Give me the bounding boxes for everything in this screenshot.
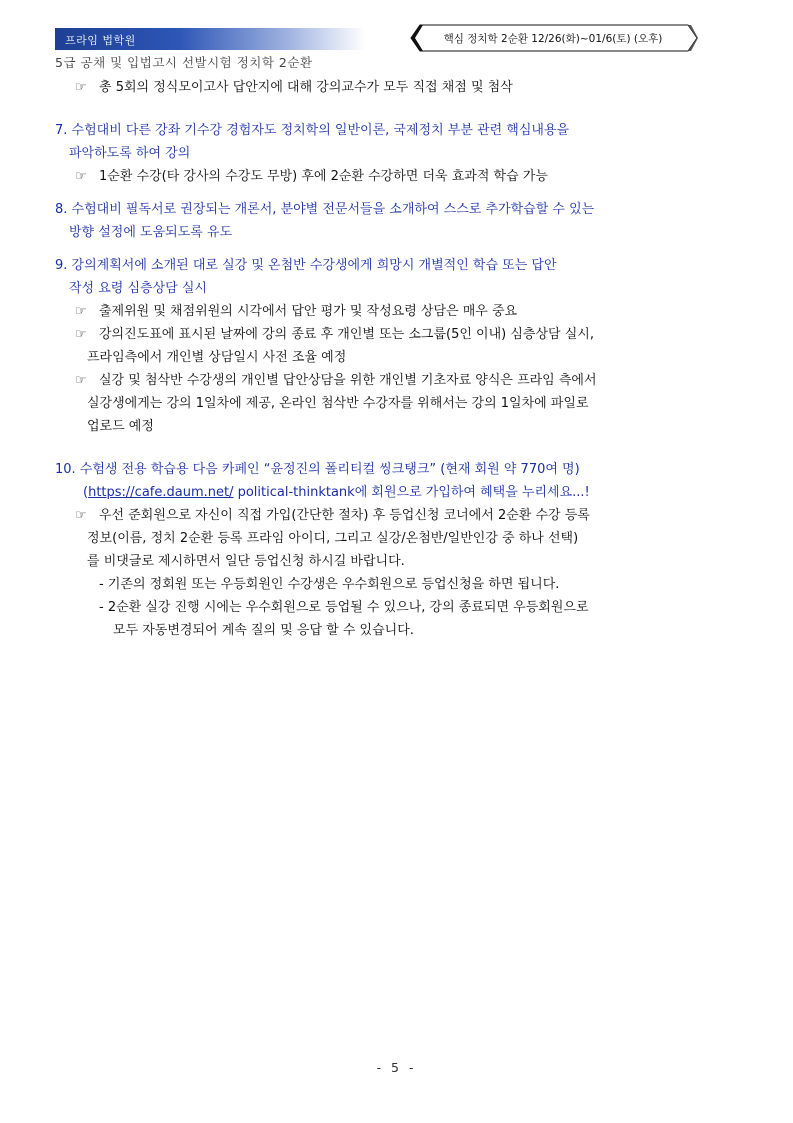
intro-bullet: ☞ 총 5회의 정식모이고사 답안지에 대해 강의교수가 모두 직접 채점 및 첨삭 bbox=[55, 76, 697, 99]
course-tag bbox=[408, 24, 698, 52]
item7-heading: 7. 수험대비 다른 강좌 기수강 경험자도 정치학의 일반이론, 국제정치 부분 관련 핵심내용을 bbox=[55, 123, 570, 138]
item9-bullet-3-cont-1: 실강생에게는 강의 1일차에 제공, 온라인 첨삭반 수강자를 위해서는 강의 1일차에 파일로 bbox=[87, 396, 589, 411]
pointing-hand-icon: ☞ bbox=[75, 80, 87, 95]
item9-bullet-2: ☞ 강의진도표에 표시된 날짜에 강의 종료 후 개인별 또는 소그룹(5인 이내) 심층상담 실시, bbox=[55, 323, 697, 346]
item10-heading-cont: (https://cafe.daum.net/ political-thinktank에 회원으로 가입하여 혜택을 누리세요...! bbox=[83, 485, 590, 500]
pointing-hand-icon: ☞ bbox=[75, 304, 87, 319]
pointing-hand-icon: ☞ bbox=[75, 508, 87, 523]
item9-bullet-3-cont-2: 업로드 예정 bbox=[87, 419, 154, 434]
brand-badge bbox=[55, 28, 365, 50]
item8-heading-cont: 방향 설정에 도움되도록 유도 bbox=[69, 225, 233, 240]
item9-heading: 9. 강의계획서에 소개된 대로 실강 및 온첨반 수강생에게 희망시 개별적인 학습 또는 답안 bbox=[55, 258, 557, 273]
item10-dash-2-cont: 모두 자동변경되어 계속 질의 및 응답 할 수 있습니다. bbox=[113, 623, 414, 638]
cafe-link[interactable]: https://cafe.daum.net/ bbox=[88, 485, 234, 500]
item9-bullet-2-cont: 프라임측에서 개인별 상담일시 사전 조율 예정 bbox=[87, 350, 347, 365]
page-subtitle: 5급 공채 및 입법고시 선발시험 정치학 2순환 bbox=[55, 55, 313, 70]
item7-heading-cont: 파악하도록 하여 강의 bbox=[69, 146, 191, 161]
document-body bbox=[55, 76, 697, 642]
item8-heading: 8. 수험대비 필독서로 권장되는 개론서, 분야별 전문서들을 소개하여 스스로 추가학습할 수 있는 bbox=[55, 202, 595, 217]
pointing-hand-icon: ☞ bbox=[75, 327, 87, 342]
pointing-hand-icon: ☞ bbox=[75, 373, 87, 388]
item9-heading-cont: 작성 요령 심층상담 실시 bbox=[69, 281, 207, 296]
item7-bullet: ☞ 1순환 수강(타 강사의 수강도 무방) 후에 2순환 수강하면 더욱 효과적 학습 가능 bbox=[55, 165, 697, 188]
item10-bullet-cont-2: 를 비댓글로 제시하면서 일단 등업신청 하시길 바랍니다. bbox=[87, 554, 405, 569]
brand-name: 프라임 법학원 bbox=[65, 34, 136, 47]
item9-bullet-3: ☞ 실강 및 첨삭반 수강생의 개인별 답안상담을 위한 개인별 기초자료 양식은 프라임 측에서 bbox=[55, 369, 697, 392]
pointing-hand-icon: ☞ bbox=[75, 169, 87, 184]
page-number: - 5 - bbox=[376, 1060, 417, 1075]
course-tag-label: 핵심 정치학 2순환 12/26(화)~01/6(토) (오후) bbox=[443, 33, 663, 45]
item10-dash-1: - 기존의 정회원 또는 우등회원인 수강생은 우수회원으로 등업신청을 하면 됩니다. bbox=[99, 577, 560, 592]
item10-bullet: ☞ 우선 준회원으로 자신이 직접 가입(간단한 절차) 후 등업신청 코너에서 2순환 수강 등록 bbox=[55, 504, 697, 527]
item9-bullet-1: ☞ 출제위원 및 채점위원의 시각에서 답안 평가 및 작성요령 상담은 매우 중요 bbox=[55, 300, 697, 323]
item10-heading: 10. 수험생 전용 학습용 다음 카페인 “윤정진의 폴리티컬 씽크탱크” (현재 회원 약 770여 명) bbox=[55, 462, 580, 477]
item10-bullet-cont-1: 정보(이름, 정치 2순환 등록 프라임 아이디, 그리고 실강/온첨반/일반인강 중 하나 선택) bbox=[87, 531, 579, 546]
item10-dash-2: - 2순환 실강 진행 시에는 우수회원으로 등업될 수 있으나, 강의 종료되면 우등회원으로 bbox=[99, 600, 589, 615]
